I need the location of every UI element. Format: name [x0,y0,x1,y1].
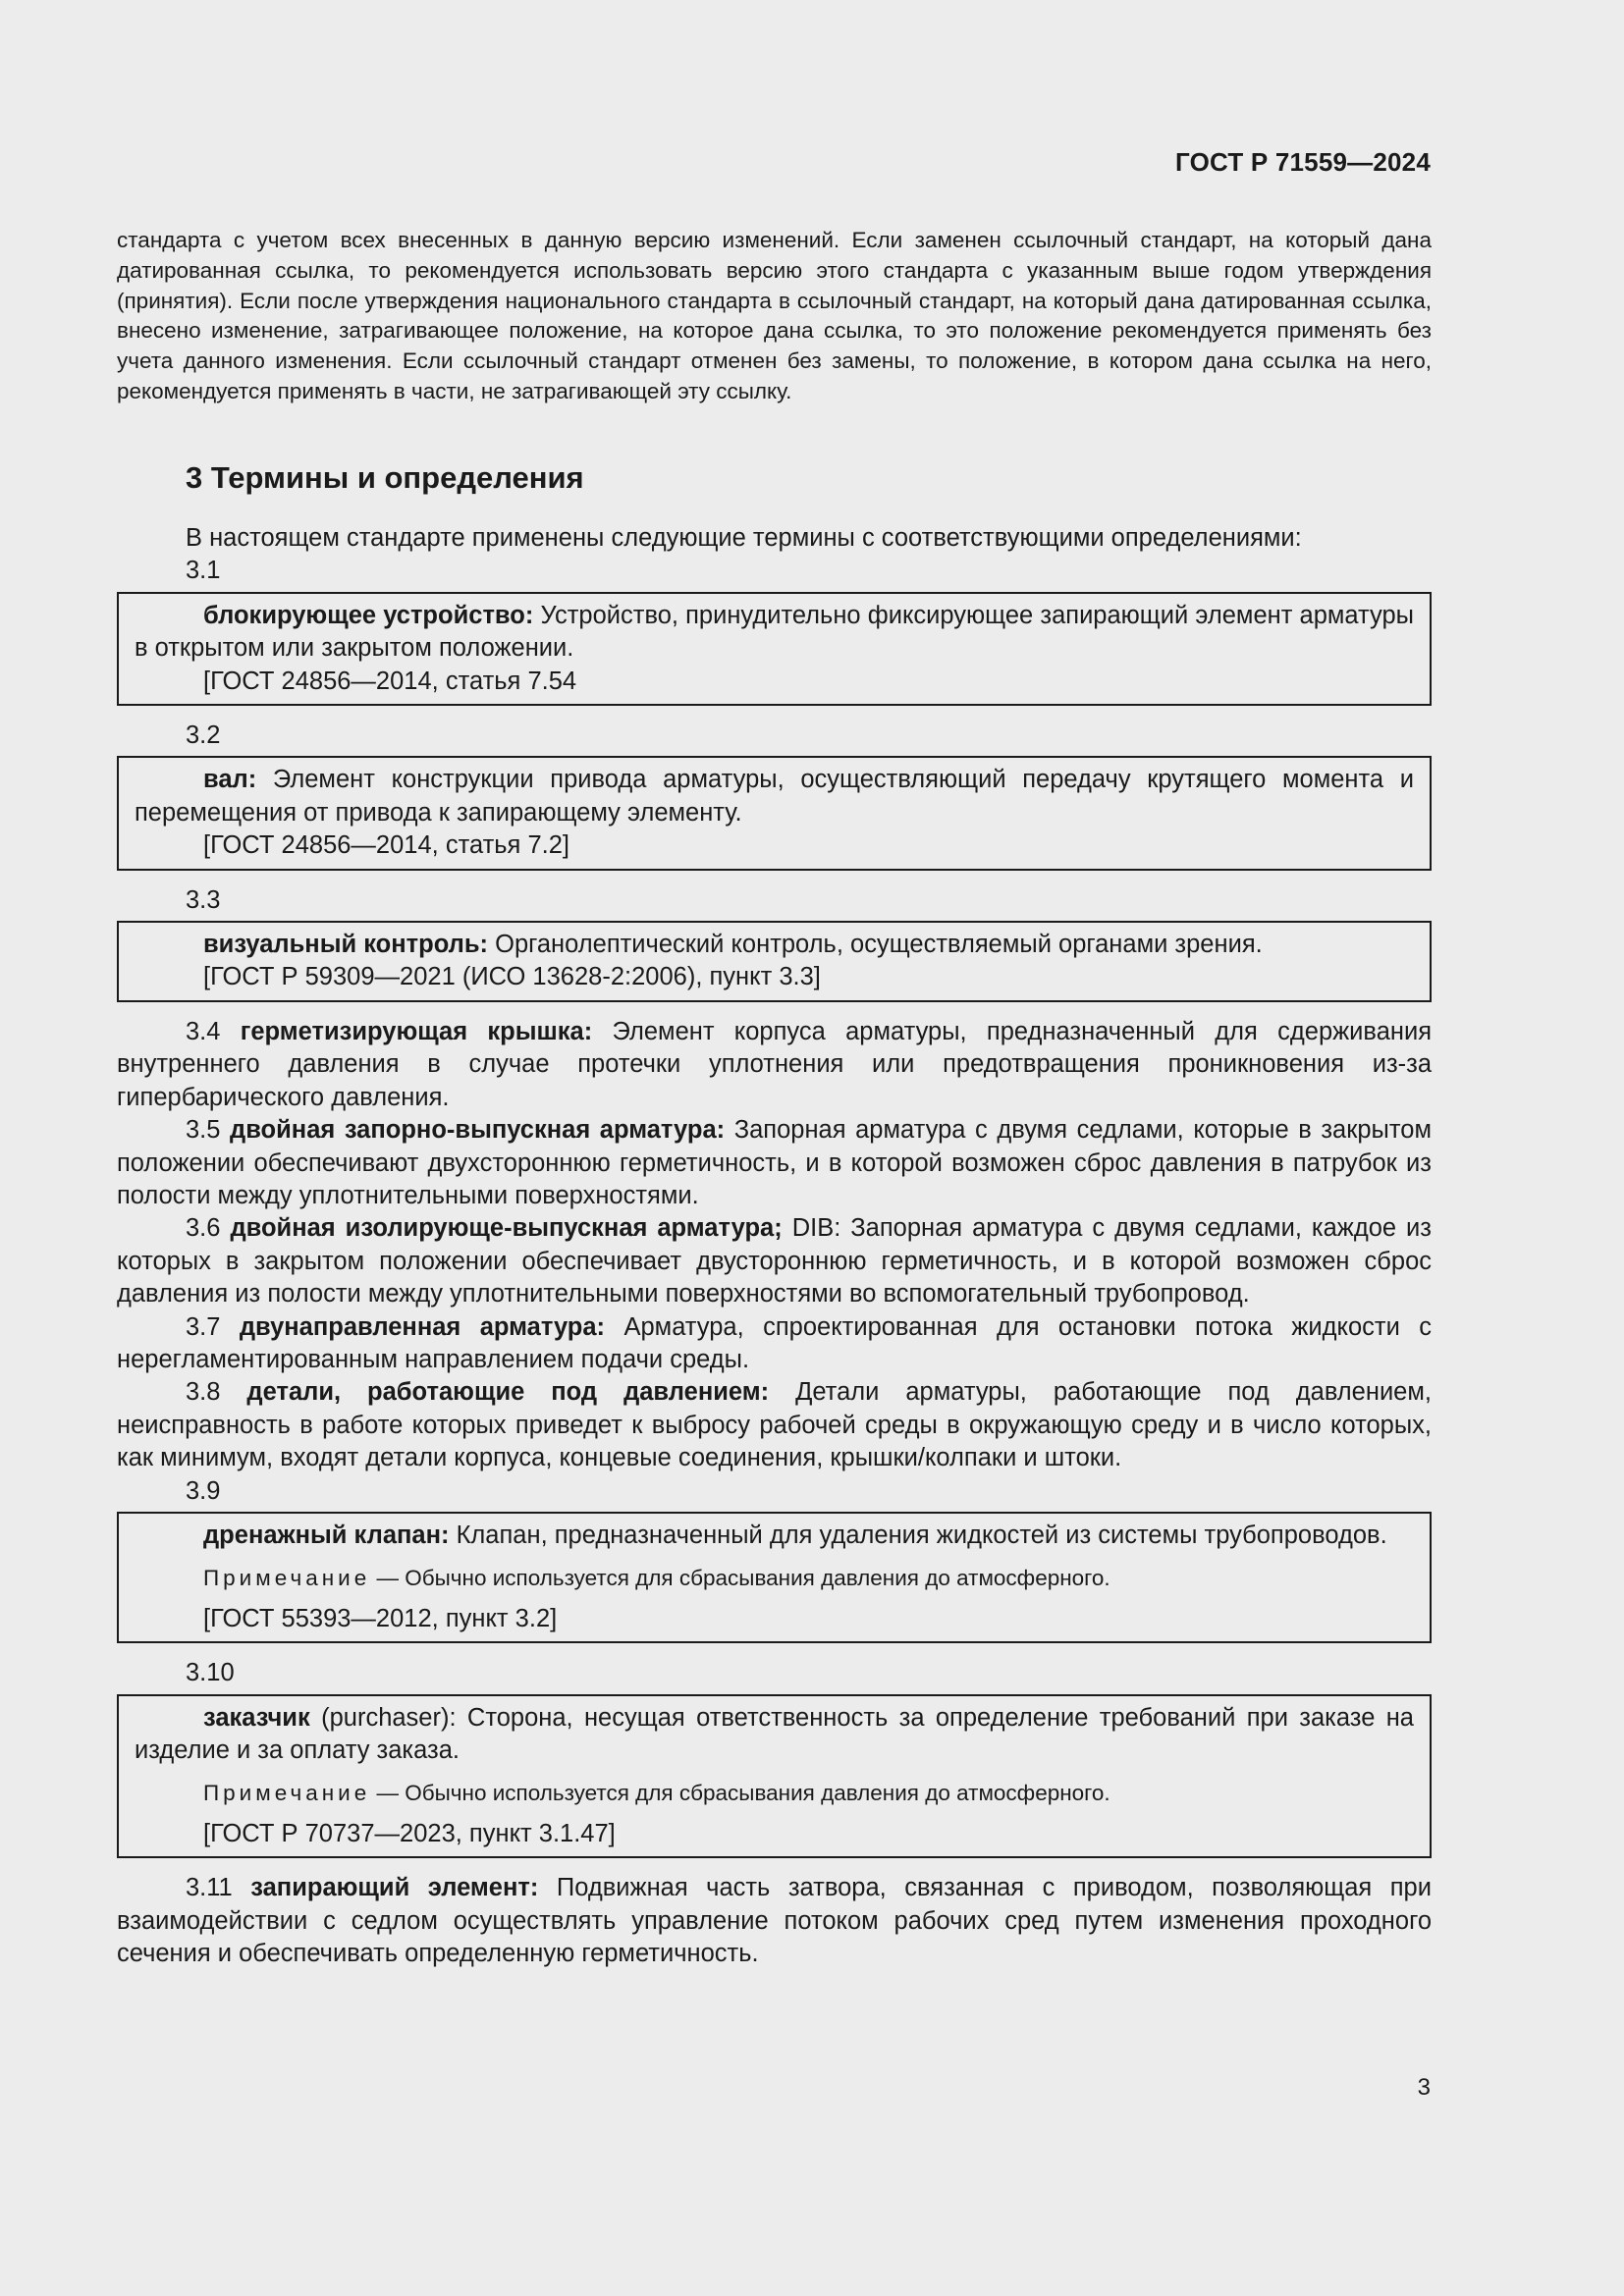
term-paragraph [117,1016,1432,1114]
term-box [117,1512,1432,1643]
term-source: [ГОСТ 24856—2014, статья 7.2] [203,831,569,860]
term-def-text: Сторона, несущая ответственность за определение требований при заказе на изделие и за оплату заказа. [135,1703,1414,1764]
note-text: — Обычно используется для сбрасывания давления до атмосферного. [376,1781,1110,1806]
intro-text: стандарта с учетом всех внесенных в данную версию изменений. Если заменен ссылочный стандарт, на который дана датированная ссылка, то рекомендуется использовать версию этого стандарта с указанным выше годом утверждения (принятия). Если после утверждения национального стандарта в ссылочный стандарт, на который дана датированная ссылка, внесено изменение, затрагивающее положение, на которое дана ссылка, то это положение рекомендуется применять без учета данного изменения. Если ссылочный стандарт отменен без замены, то положение, в котором дана ссылка на него, рекомендуется применять в части, не затрагивающей эту ссылку. [117,228,1432,403]
term-number: 3.11 [186,1874,233,1902]
term-name: дренажный клапан: [203,1521,450,1549]
term-number: 3.8 [186,1378,221,1407]
term-def-text: Органолептический контроль, осуществляемый органами зрения. [495,931,1263,959]
term-name: двойная изолирующе-выпускная арматура; [230,1214,783,1243]
term-name: визуальный контроль: [203,931,489,959]
term-name: вал: [203,766,257,794]
term-def-text: Запорная арматура с двумя седлами, которые в закрытом положении обеспечивают двухстороннюю герметичность, и в которой возможен сброс давления в патрубок из полости между уплотнительными поверхностями. [117,1116,1432,1209]
term-number: 3.3 [186,885,221,914]
term-box [117,921,1432,1002]
term-number: 3.9 [186,1476,221,1505]
term-def-text: Арматура, спроектированная для остановки потока жидкости с нерегламентированным направлением подачи среды. [117,1312,1433,1373]
term-definition [135,1520,1414,1552]
intro-paragraph [117,226,1432,407]
term-source: [ГОСТ Р 70737—2023, пункт 3.1.47] [203,1819,616,1847]
document-id-header: ГОСТ Р 71559—2024 [1175,147,1431,177]
term-paragraph [117,1311,1432,1377]
section-heading: 3 Термины и определения [186,460,584,495]
term-paragraph [117,1872,1432,1970]
term-number: 3.6 [186,1214,221,1243]
term-box [117,756,1432,870]
term-number: 3.4 [186,1017,221,1045]
term-paragraph [117,1114,1432,1212]
term-english: (purchaser): [321,1703,457,1732]
term-number: 3.2 [186,721,221,750]
term-def-text: Детали арматуры, работающие под давлением, неисправность в работе которых приведет к выбросу рабочей среды в окружающую среду и в число которых, как минимум, входят детали корпуса, концевые соединения, крышки/колпаки и штоки. [117,1378,1432,1472]
term-name: запирающий элемент: [250,1874,539,1902]
term-number: 3.1 [186,557,221,585]
term-name: заказчик [203,1703,310,1732]
term-name: блокирующее устройство: [203,601,534,629]
term-source: [ГОСТ 55393—2012, пункт 3.2] [203,1604,558,1632]
page-number: 3 [1417,2074,1431,2101]
term-def-text: Элемент конструкции привода арматуры, осуществляющий передачу крутящего момента и перемещения от привода к запирающему элементу. [135,766,1414,827]
term-note [135,1777,1414,1809]
term-box [117,1694,1432,1859]
term-source: [ГОСТ Р 59309—2021 (ИСО 13628-2:2006), пункт 3.3] [203,963,821,991]
terms-section [117,522,1432,1970]
term-def-text: Элемент корпуса арматуры, предназначенный для сдерживания внутреннего давления в случае протечки уплотнения или предотвращения проникновения из-за гипербарического давления. [117,1017,1433,1111]
note-text: — Обычно используется для сбрасывания давления до атмосферного. [376,1566,1110,1591]
term-name: герметизирующая крышка: [240,1017,593,1045]
term-number: 3.10 [186,1659,235,1687]
term-source: [ГОСТ 24856—2014, статья 7.54 [203,667,577,695]
term-definition [135,764,1414,829]
term-paragraph [117,1212,1432,1310]
term-name: двойная запорно-выпускная арматура: [230,1116,726,1145]
term-name: детали, работающие под давлением: [246,1378,770,1407]
note-label: Примечание [203,1781,371,1806]
term-number: 3.5 [186,1116,221,1145]
section-lead: В настоящем стандарте применены следующие термины с соответствующими определениями: [186,524,1302,552]
term-def-text: DIB: Запорная арматура с двумя седлами, каждое из которых в закрытом положении обеспечивает двустороннюю герметичность, и в которой возможен сброс давления из полости между уплотнительными поверхностями во вспомогательный трубопровод. [117,1214,1432,1308]
term-definition [135,600,1414,666]
term-box [117,592,1432,706]
term-number: 3.7 [186,1312,221,1341]
note-label: Примечание [203,1566,371,1591]
term-def-text: Устройство, принудительно фиксирующее запирающий элемент арматуры в открытом или закрытом положении. [135,601,1414,663]
term-paragraph [117,1376,1432,1474]
term-note [135,1562,1414,1594]
term-def-text: Клапан, предназначенный для удаления жидкостей из системы трубопроводов. [456,1521,1387,1549]
term-name: двунаправленная арматура: [239,1312,606,1341]
term-def-text: Подвижная часть затвора, связанная с приводом, позволяющая при взаимодействии с седлом осуществлять управление потоком рабочих сред путем изменения проходного сечения и обеспечивать определенную герметичность. [117,1874,1432,1968]
term-definition [135,1702,1414,1768]
term-definition [135,929,1414,961]
